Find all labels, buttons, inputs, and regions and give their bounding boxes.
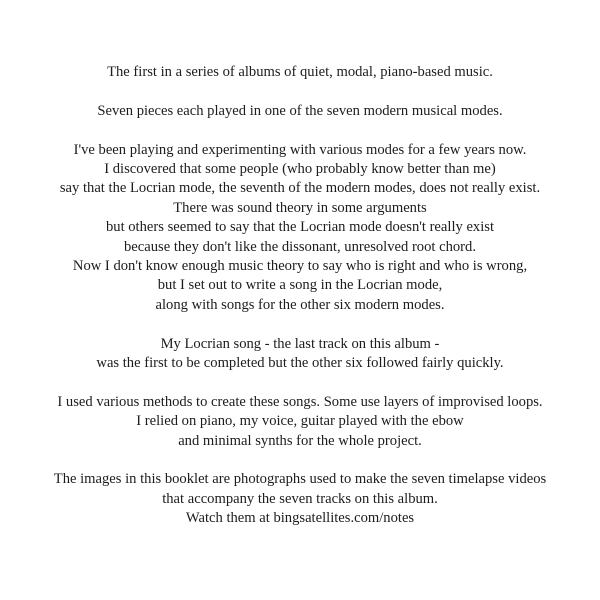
- paragraph-methods: [0, 393, 600, 451]
- liner-notes-text: [0, 63, 600, 548]
- text-line: and minimal synths for the whole project.: [178, 432, 422, 449]
- text-line: The images in this booklet are photographs used to make the seven timelapse videos: [53, 471, 547, 488]
- text-line: I discovered that some people (who probably know better than me): [104, 161, 496, 177]
- paragraph-images: [0, 470, 600, 528]
- paragraph-series-intro: [0, 63, 600, 82]
- text-line: Now I don't know enough music theory to say who is right and who is wrong,: [72, 258, 528, 275]
- text-line: I've been playing and experimenting with various modes for a few years now.: [73, 141, 527, 158]
- text-line: The first in a series of albums of quiet, modal, piano-based music.: [107, 64, 493, 80]
- text-line: I relied on piano, my voice, guitar played with the ebow: [136, 413, 464, 430]
- text-line: Seven pieces each played in one of the seven modern musical modes.: [97, 102, 503, 119]
- paragraph-seven-pieces: [0, 102, 600, 121]
- text-line: but others seemed to say that the Locrian mode doesn't really exist: [105, 219, 495, 236]
- text-line: say that the Locrian mode, the seventh of the modern modes, does not really exist.: [59, 180, 541, 197]
- text-line: along with songs for the other six modern modes.: [155, 296, 445, 313]
- text-line: but I set out to write a song in the Locrian mode,: [157, 277, 443, 294]
- paragraph-locrian-song: [0, 335, 600, 374]
- text-line: because they don't like the dissonant, unresolved root chord.: [124, 238, 476, 255]
- text-line: There was sound theory in some arguments: [173, 199, 427, 216]
- paragraph-locrian-story: [0, 141, 600, 316]
- text-line: I used various methods to create these songs. Some use layers of improvised loops.: [57, 393, 543, 410]
- text-line: Watch them at bingsatellites.com/notes: [185, 510, 415, 527]
- text-line: was the first to be completed but the other six followed fairly quickly.: [96, 355, 504, 372]
- text-line: My Locrian song - the last track on this album -: [160, 335, 440, 352]
- text-line: that accompany the seven tracks on this album.: [162, 490, 438, 507]
